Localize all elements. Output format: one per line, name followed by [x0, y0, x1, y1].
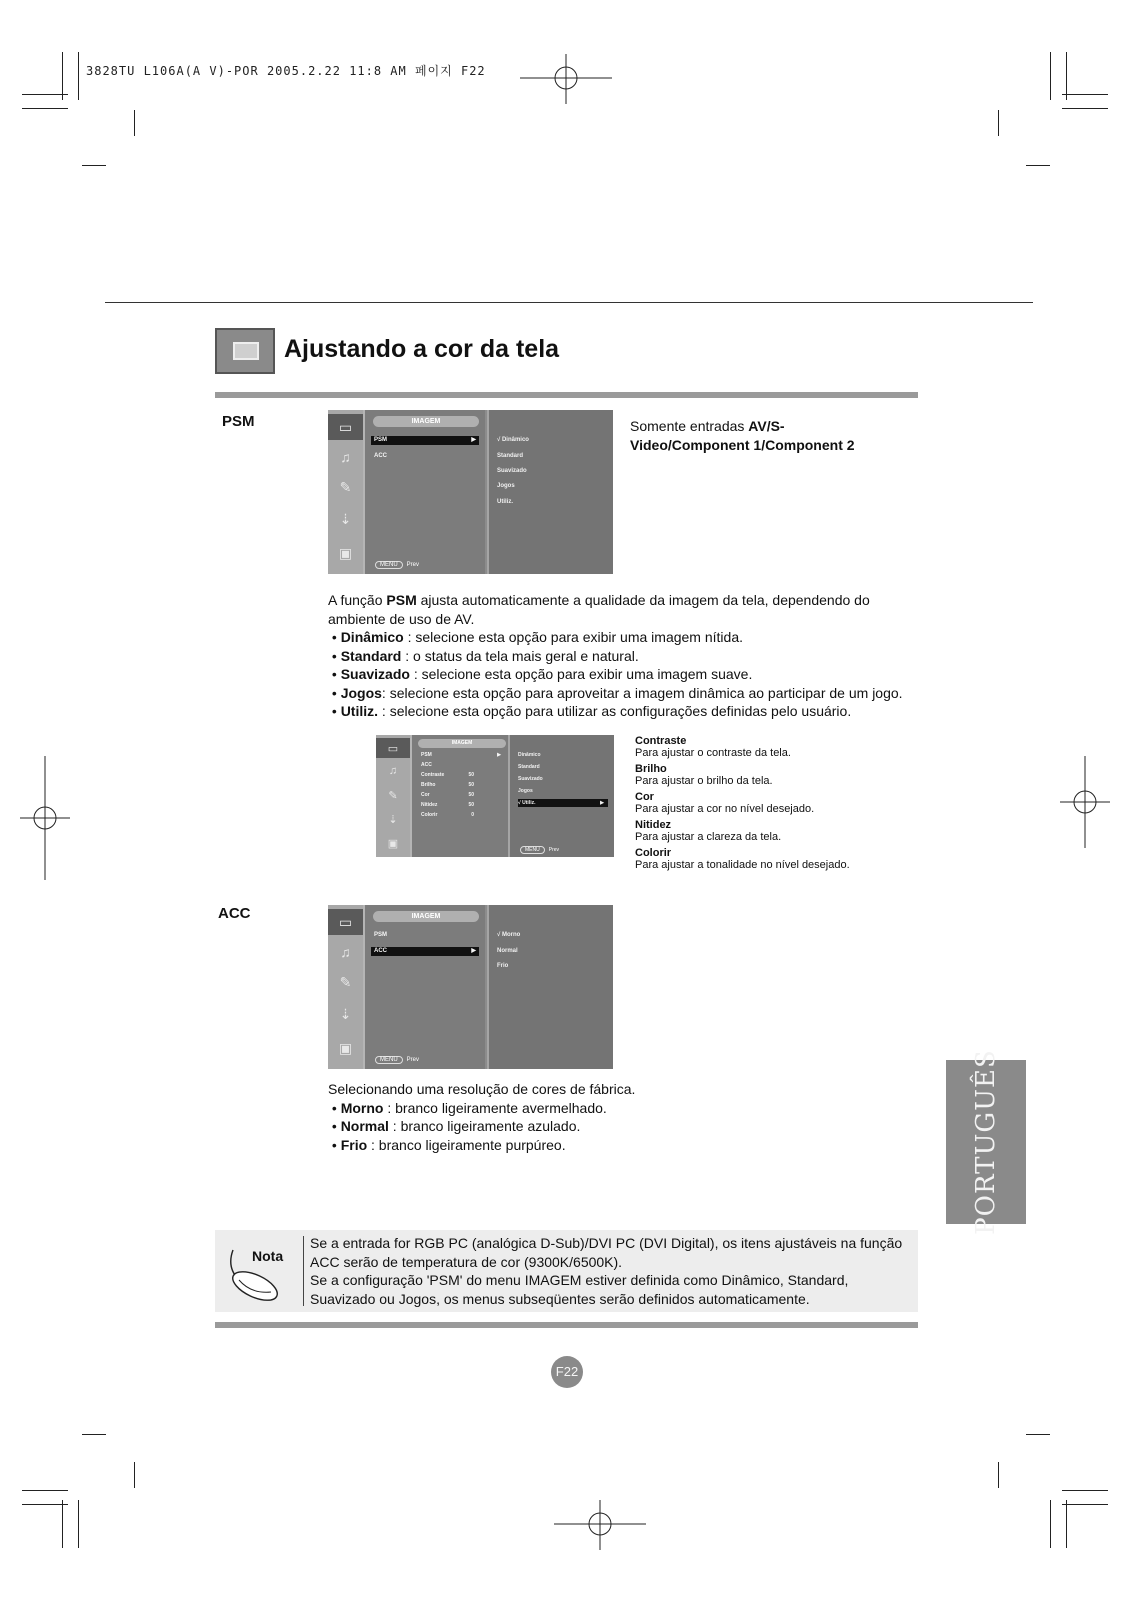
menu-item-acc[interactable]: ACC	[374, 453, 387, 459]
crop-mark	[1050, 1500, 1051, 1548]
crop-mark	[1062, 1504, 1108, 1505]
crop-mark	[1050, 52, 1051, 100]
acc-section-label: ACC	[218, 905, 251, 922]
note-divider	[303, 1236, 304, 1306]
sub-item[interactable]: √ Morno	[497, 932, 521, 938]
note-text: Se a entrada for RGB PC (analógica D-Sub)/DVI PC (DVI Digital), os itens ajustáveis na função ACC serão de temperatura de cor (9300K/6500K). Se a configuração 'PSM' do menu IMAGEM estiver definida como Dinâmico, Standard, Suavizado ou Jogos, os menus subseqüentes serão definidos automaticamente.	[310, 1235, 903, 1307]
note-label: Nota	[252, 1248, 284, 1264]
menu-prev-button[interactable]: MENU Prev	[520, 846, 559, 854]
menu-item-acc[interactable]: ACC	[421, 762, 432, 768]
sub-item[interactable]: Suavizado	[518, 776, 543, 782]
sub-item[interactable]: Normal	[497, 948, 518, 954]
crop-mark	[78, 1500, 79, 1548]
crop-mark	[22, 94, 68, 95]
menu-prev-button[interactable]: MENU Prev	[375, 1056, 419, 1064]
monitor-icon	[215, 328, 275, 374]
top-rule	[105, 302, 1033, 303]
registration-mark	[554, 1500, 646, 1550]
crop-mark	[1066, 1500, 1067, 1548]
page-number: F22	[551, 1356, 583, 1388]
audio-icon: ♫	[388, 765, 398, 777]
psm-description: A função PSM ajusta automaticamente a qualidade da imagem da tela, dependendo do ambiente de uso de AV. • Dinâmico : selecione esta opção para exibir uma imagem nítida. • Standard : o status da tela mais geral e natural. • Suavizado : selecione esta opção para exibir uma imagem suave. • Jogos: selecione esta opção para aproveitar a imagem dinâmica ao participar de um jogo. • Utiliz. : selecione esta opção para utilizar as configurações definidas pelo usuário.	[328, 592, 903, 719]
sub-item[interactable]: Jogos	[518, 788, 533, 794]
sub-item[interactable]: Dinâmico	[518, 752, 541, 758]
menu-prev-button[interactable]: MENU Prev	[375, 561, 419, 569]
crop-mark	[1026, 165, 1050, 166]
crop-mark	[62, 1500, 63, 1548]
sub-item[interactable]: √ Dinâmico	[497, 437, 529, 443]
crop-mark	[78, 52, 79, 100]
input-icon: ⇣	[339, 1005, 352, 1022]
crop-mark	[998, 110, 999, 136]
menu-item-cor[interactable]: Cor 50	[421, 792, 474, 798]
sub-item[interactable]: Standard	[518, 764, 540, 770]
menu-header: IMAGEM	[373, 911, 479, 922]
registration-mark	[20, 756, 70, 880]
sub-item[interactable]: Standard	[497, 453, 524, 459]
screen-icon: ▣	[338, 544, 353, 561]
menu-header: IMAGEM	[418, 739, 506, 748]
sub-item[interactable]: Jogos	[497, 483, 515, 489]
language-tab: PORTUGUÊS	[946, 1060, 1026, 1224]
menu-item-psm[interactable]: PSM	[374, 932, 388, 938]
registration-mark	[520, 54, 612, 104]
psm-osd-menu	[328, 410, 613, 574]
audio-icon: ♫	[340, 449, 351, 465]
crop-mark	[1062, 94, 1108, 95]
input-icon: ⇣	[339, 510, 352, 527]
menu-item-contraste[interactable]: Contraste 50	[421, 772, 474, 778]
audio-icon: ♫	[340, 944, 351, 960]
menu-item-brilho[interactable]: Brilho 50	[421, 782, 474, 788]
registration-mark	[1060, 756, 1110, 848]
crop-mark	[1026, 1434, 1050, 1435]
crop-mark	[82, 1434, 106, 1435]
note-box	[215, 1230, 918, 1312]
psm-user-osd-menu	[376, 735, 614, 857]
crop-mark	[998, 1462, 999, 1488]
crop-mark	[134, 110, 135, 136]
picture-icon: ▭	[328, 414, 363, 440]
crop-mark	[1066, 52, 1067, 100]
sub-item[interactable]: Suavizado	[497, 468, 527, 474]
title-divider	[215, 392, 918, 398]
bottom-divider	[215, 1322, 918, 1328]
crop-mark	[62, 52, 63, 100]
setting-descriptions: Contraste Para ajustar o contraste da tela. Brilho Para ajustar o brilho da tela. Cor Para ajustar a cor no nível desejado. Nitidez Para ajustar a clareza da tela. Colorir Para ajustar a tonalidade no nível desejado.	[635, 735, 850, 871]
crop-mark	[22, 1504, 68, 1505]
psm-section-label: PSM	[222, 413, 255, 430]
crop-mark	[22, 1490, 68, 1491]
crop-mark	[1062, 1490, 1108, 1491]
tools-icon: ✎	[339, 478, 352, 495]
page-title: Ajustando a cor da tela	[284, 335, 560, 363]
menu-item-colorir[interactable]: Colorir 0	[421, 812, 474, 818]
screen-icon: ▣	[338, 1039, 353, 1056]
crop-mark	[22, 108, 68, 109]
tools-icon: ✎	[339, 973, 352, 990]
crop-mark	[134, 1462, 135, 1488]
sub-item-selected[interactable]: √ Utiliz. ▶	[518, 799, 608, 807]
screen-icon: ▣	[387, 837, 399, 850]
psm-input-note: Somente entradas AV/S-Video/Component 1/Component 2	[630, 418, 855, 453]
menu-item-nitidez[interactable]: Nitidez 50	[421, 802, 474, 808]
crop-mark	[1062, 108, 1108, 109]
sub-item[interactable]: Utiliz.	[497, 499, 513, 505]
picture-icon: ▭	[328, 909, 363, 935]
print-header: 3828TU L106A(A V)-POR 2005.2.22 11:8 AM 페이지 F22	[86, 64, 486, 78]
acc-osd-menu	[328, 905, 613, 1069]
sub-item[interactable]: Frio	[497, 963, 509, 969]
input-icon: ⇣	[388, 813, 398, 826]
menu-item-psm[interactable]: PSM ▶	[421, 752, 501, 758]
crop-mark	[82, 165, 106, 166]
acc-description: Selecionando uma resolução de cores de fábrica. • Morno : branco ligeiramente avermelhado. • Normal : branco ligeiramente azulado. • Frio : branco ligeiramente purpúreo.	[328, 1081, 636, 1153]
picture-icon: ▭	[376, 738, 410, 758]
tools-icon: ✎	[388, 789, 398, 802]
menu-header: IMAGEM	[373, 416, 479, 427]
menu-item-acc[interactable]: ACC ▶	[371, 947, 479, 956]
menu-item-psm[interactable]: PSM ▶	[371, 436, 479, 445]
